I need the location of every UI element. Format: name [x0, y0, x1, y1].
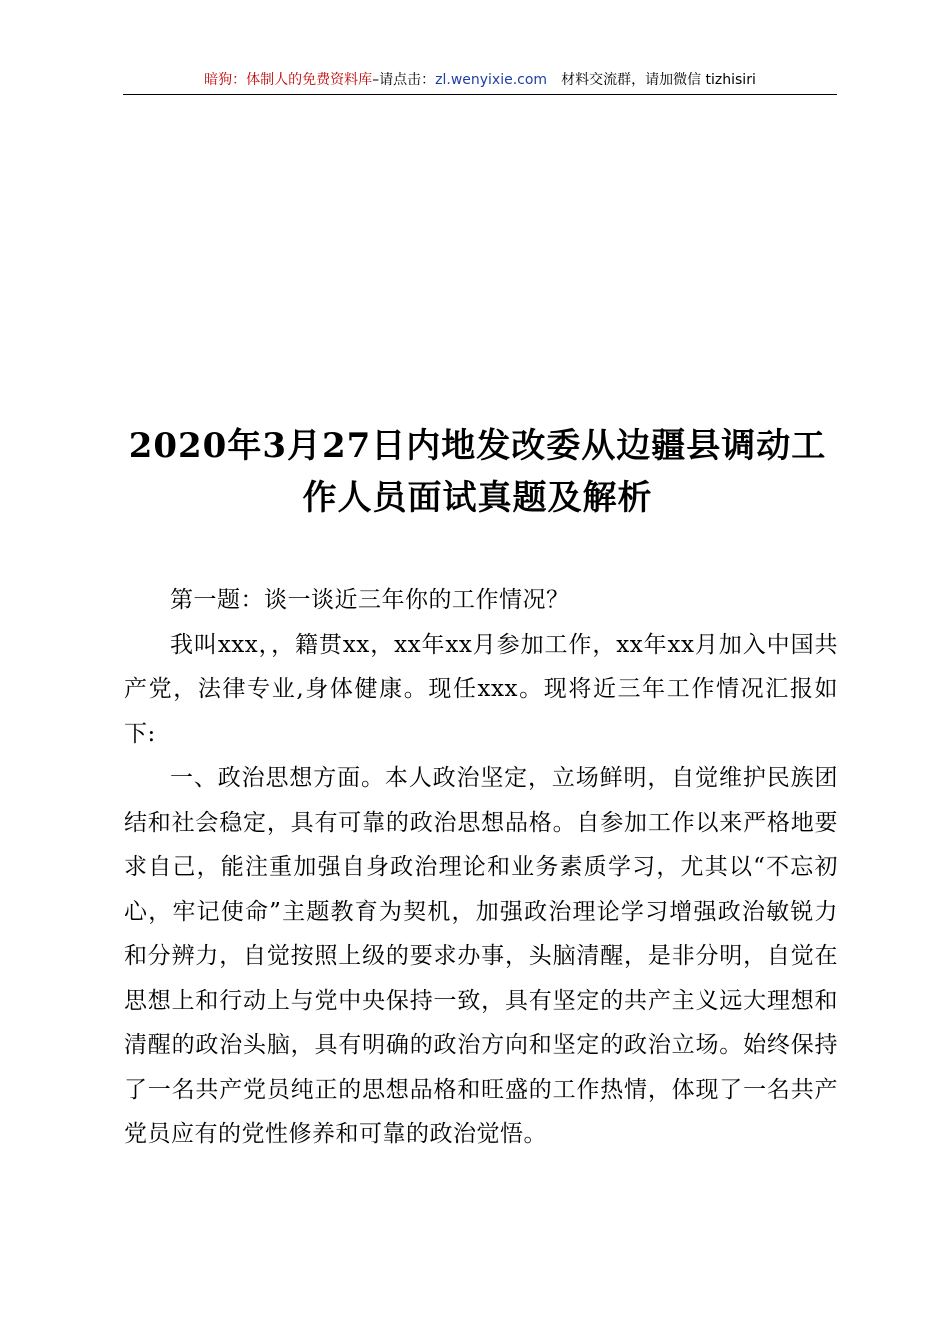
- body-paragraph: 一、政治思想方面。本人政治坚定，立场鲜明，自觉维护民族团结和社会稳定，具有可靠的政治思想品格。自参加工作以来严格地要求自己，能注重加强自身政治理论和业务素质学习，尤其以“不忘初心，牢记使命”主题教育为契机，加强政治理论学习增强政治敏锐力和分辨力，自觉按照上级的要求办事，头脑清醒，是非分明，自觉在思想上和行动上与党中央保持一致，具有坚定的共产主义远大理想和清醒的政治头脑，具有明确的政治方向和坚定的政治立场。始终保持了一名共产党员纯正的思想品格和旺盛的工作热情，体现了一名共产党员应有的党性修养和可靠的政治觉悟。: [124, 765, 838, 1147]
- page-header: [123, 66, 837, 95]
- title-line-1: 2020年3月27日内地发改委从边疆县调动工: [128, 426, 827, 466]
- document-title: [120, 420, 835, 524]
- header-source-label: 暗狗：体制人的免费资料库: [204, 72, 373, 88]
- body-paragraph: 我叫xxx，，籍贯xx，xx年xx月参加工作，xx年xx月加入中国共产党，法律专业,身体健康。现任xxx。现将近三年工作情况汇报如下:: [124, 631, 838, 747]
- question-heading: 第一题：谈一谈近三年你的工作情况？: [170, 587, 570, 613]
- header-url-link[interactable]: zl.wenyixie.com: [435, 72, 548, 88]
- header-prompt: –请点击：: [372, 72, 436, 88]
- title-line-2: 作人员面试真题及解析: [302, 478, 653, 518]
- document-body: [124, 578, 838, 1157]
- header-contact-info: 材料交流群，请加微信 tizhisiri: [561, 72, 756, 88]
